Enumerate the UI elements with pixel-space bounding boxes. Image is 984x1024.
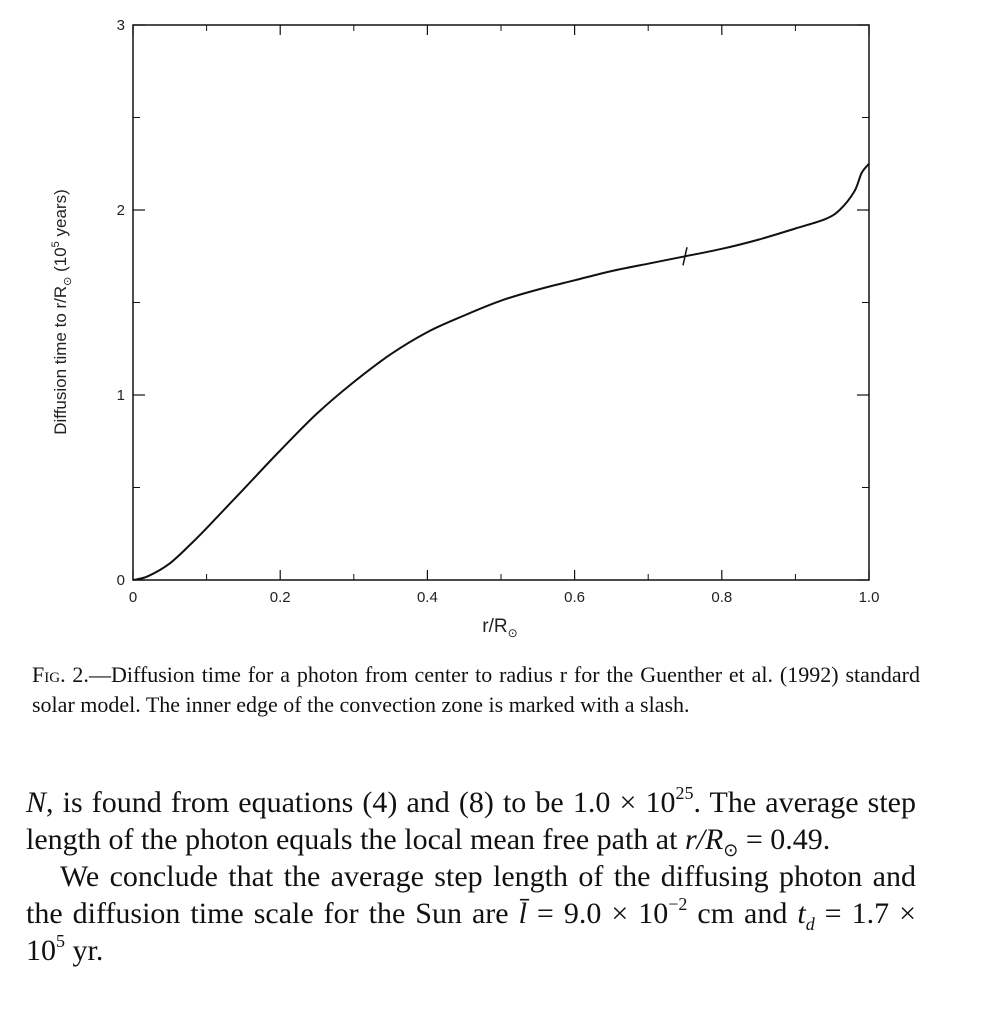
y-tick-label: 0 (116, 572, 125, 589)
diffusion-curve (133, 164, 869, 580)
figure-caption (32, 660, 920, 720)
y-tick-label: 1 (116, 387, 125, 404)
y-axis-label: Diffusion time to $r/R_⊙$ ($10^5$ years) (50, 189, 74, 435)
x-ticks (129, 25, 880, 606)
y-tick-label: 2 (116, 202, 125, 219)
paragraph-2: We conclude that the average step length of the diffusing photon and the diffusion time scale for the Sun are l̄ = $9.0 \times 10^{-2}$ cm and $t_d = 1.7 \times 10^5$ yr. (26, 860, 916, 967)
body-text (26, 784, 916, 969)
y-tick-label: 3 (116, 17, 125, 34)
x-tick-label: 0 (128, 589, 138, 606)
x-axis-label: $r/R_⊙$ (482, 616, 518, 640)
caption-text: —Diffusion time for a photon from center to radius r for the Guenther et al. (1992) standard solar model. The inner edge of the convection zone is marked with a slash. (32, 662, 920, 717)
x-tick-label: 0.2 (269, 589, 291, 606)
x-tick-label: 0.4 (416, 589, 438, 606)
paragraph-1: N, is found from equations (4) and (8) to be $1.0 \times 10^{25}$. The average step length of the photon equals the local mean free path at $r/R_⊙ = 0.49$. (26, 783, 916, 860)
x-tick-label: 0.6 (564, 589, 586, 606)
x-tick-label: 0.8 (711, 589, 733, 606)
plot-frame (133, 25, 869, 580)
caption-label: Fig. 2. (32, 662, 89, 687)
x-tick-label: 1.0 (858, 589, 880, 606)
